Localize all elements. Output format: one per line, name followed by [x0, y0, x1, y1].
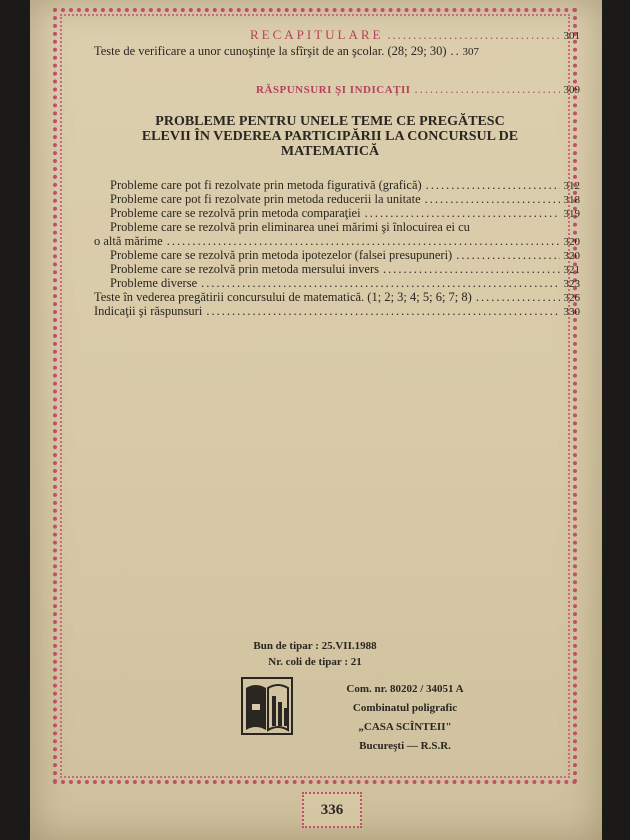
- toc-label: Probleme care se rezolvă prin metoda ipotezelor (falsei presupuneri): [110, 248, 453, 262]
- toc-leader: [425, 192, 560, 206]
- toc-page: 312: [563, 180, 580, 192]
- toc-entry: [110, 248, 580, 263]
- toc-label: o altă mărime: [94, 234, 163, 248]
- toc-page: 326: [563, 292, 580, 304]
- toc-leader: [383, 262, 559, 276]
- toc-leader: [206, 304, 559, 318]
- toc-label: Teste în vederea pregătirii concursului de matematică. (1; 2; 3; 4; 5; 6; 7; 8): [94, 290, 472, 304]
- imprint-oras: Bucureşti — R.S.R.: [359, 740, 451, 752]
- imprint-combinat: Combinatul poligrafic: [352, 702, 458, 714]
- toc-leader: [201, 276, 559, 290]
- toc-page: 301: [563, 30, 580, 42]
- toc-label: Indicaţii şi răspunsuri: [94, 304, 203, 318]
- toc-page: 330: [563, 306, 580, 318]
- page-number: 336: [302, 792, 362, 828]
- toc-row-raspunsuri: [256, 82, 580, 97]
- toc-label: Probleme care se rezolvă prin eliminarea unei mărimi şi înlocuirea ei cu: [110, 220, 470, 234]
- imprint-coli: Nr. coli de tipar : 21: [268, 656, 362, 668]
- toc-page: 318: [563, 194, 580, 206]
- toc-entry: [110, 178, 580, 193]
- toc-label: Probleme care pot fi rezolvate prin metoda reducerii la unitate: [110, 192, 421, 206]
- toc-page: 323: [563, 278, 580, 290]
- toc-leader: [388, 28, 560, 42]
- toc-entry: [94, 304, 580, 319]
- toc-leader: [365, 206, 560, 220]
- heading-line: ELEVII ÎN VEDEREA PARTICIPĂRII LA CONCURSUL DE: [141, 129, 519, 144]
- toc-row-recap: [250, 28, 580, 43]
- toc-page: 320: [563, 250, 580, 262]
- imprint-bun-de-tipar: Bun de tipar : 25.VII.1988: [253, 640, 377, 652]
- imprint-com-block: [320, 680, 490, 756]
- toc-page: 307: [462, 46, 479, 58]
- section-heading: [120, 114, 540, 159]
- toc-entry: [94, 290, 580, 305]
- toc-page: 319: [563, 208, 580, 220]
- toc-label: RĂSPUNSURI ŞI INDICAŢII: [256, 84, 411, 96]
- toc-page: 309: [563, 84, 580, 96]
- toc-label: Probleme care pot fi rezolvate prin metoda figurativă (grafică): [110, 178, 422, 192]
- toc-entry: [110, 276, 580, 291]
- toc-leader: [426, 178, 560, 192]
- toc-leader: [415, 82, 560, 96]
- toc-entry: [110, 206, 580, 221]
- toc-entry: [110, 220, 580, 234]
- toc-leader: [476, 290, 560, 304]
- heading-line: PROBLEME PENTRU UNELE TEME CE PREGĂTESC: [155, 114, 505, 129]
- toc-entry: [94, 234, 580, 249]
- toc-leader: [456, 248, 559, 262]
- heading-line: MATEMATICĂ: [280, 144, 380, 159]
- toc-leader: [167, 234, 560, 248]
- toc-entry: [110, 262, 580, 277]
- toc-page: 320: [563, 236, 580, 248]
- imprint-com: Com. nr. 80202 / 34051 A: [346, 683, 464, 695]
- toc-leader: [450, 44, 458, 58]
- toc-label: RECAPITULARE: [250, 27, 384, 42]
- toc-label: Probleme care se rezolvă prin metoda comparaţiei: [110, 206, 361, 220]
- toc-label: Probleme care se rezolvă prin metoda mersului invers: [110, 262, 380, 276]
- imprint-casa: „CASA SCÎNTEII": [358, 721, 452, 733]
- toc-label: Probleme diverse: [110, 276, 198, 290]
- publisher-logo: [240, 674, 294, 738]
- toc-row-teste-finale: [94, 44, 580, 59]
- toc-label: Teste de verificare a unor cunoştinţe la sfîrşit de an şcolar. (28; 29; 30): [94, 44, 447, 58]
- toc-page: 321: [563, 264, 580, 276]
- toc-entry: [110, 192, 580, 207]
